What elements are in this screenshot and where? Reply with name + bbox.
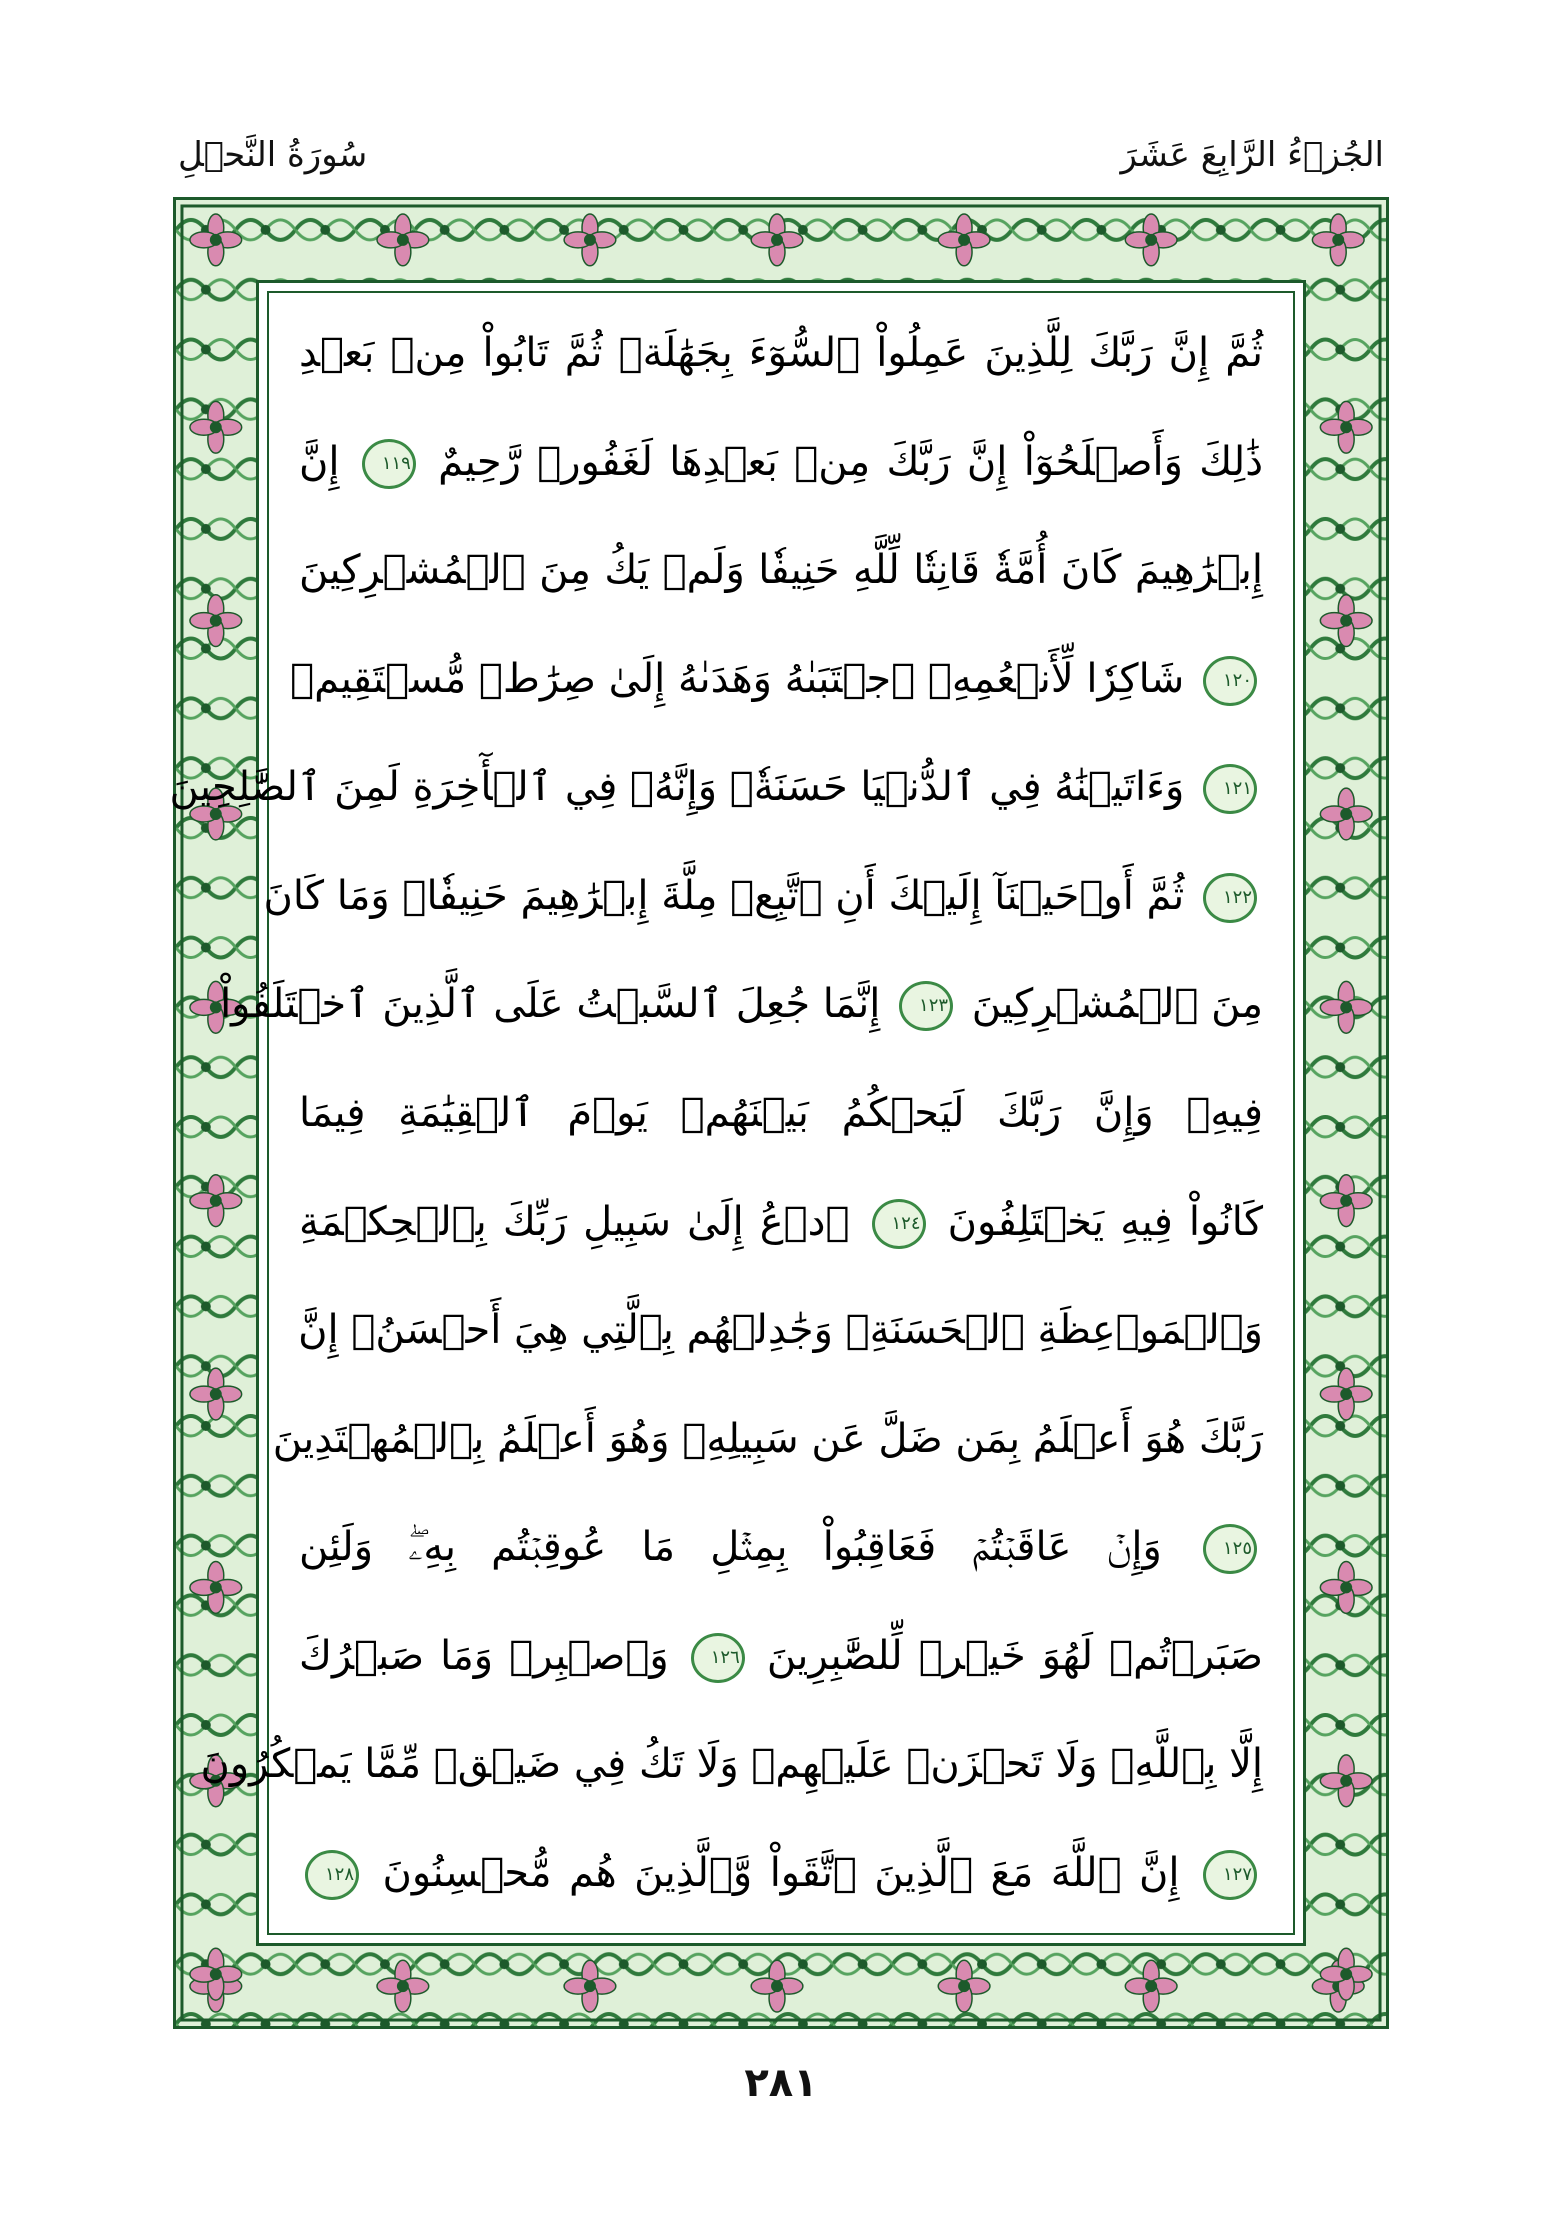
- verse-text: ثُمَّ إِنَّ رَبَّكَ لِلَّذِينَ عَمِلُواْ ٱلسُّوٓءَ بِجَهَٰلَةٖ ثُمَّ تَابُواْ مِنۢ بَعۡدِ: [299, 330, 1263, 376]
- verse-line: [299, 1182, 1263, 1262]
- ayah-number-marker: ١٢٣: [899, 981, 953, 1031]
- verse-text: ثُمَّ أَوۡحَيۡنَآ إِلَيۡكَ أَنِ ٱتَّبِعۡ مِلَّةَ إِبۡرَٰهِيمَ حَنِيفٗاۖ وَمَا كَانَ: [263, 872, 1185, 919]
- ayah-number-marker: ١٢٧: [1203, 1850, 1257, 1900]
- verse-text: شَاكِرٗا لِّأَنۡعُمِهِۚ ٱجۡتَبَىٰهُ وَهَدَىٰهُ إِلَىٰ صِرَٰطٖ مُّسۡتَقِيمٖ: [290, 655, 1185, 702]
- verse-text: ذَٰلِكَ وَأَصۡلَحُوٓاْ إِنَّ رَبَّكَ مِنۢ بَعۡدِهَا لَغَفُورٞ رَّحِيمٌ: [438, 438, 1264, 485]
- verse-line: [299, 530, 1263, 610]
- verse-line: [299, 1833, 1263, 1913]
- verse-text: إِبۡرَٰهِيمَ كَانَ أُمَّةٗ قَانِتٗا لِّلَّهِ حَنِيفٗا وَلَمۡ يَكُ مِنَ ٱلۡمُشۡرِكِينَ: [299, 547, 1263, 594]
- verse-text: إِنَّمَا جُعِلَ ٱلسَّبۡتُ عَلَى ٱلَّذِينَ ٱخۡتَلَفُواْ: [220, 981, 881, 1028]
- verse-text: كَانُواْ فِيهِ يَخۡتَلِفُونَ: [947, 1198, 1264, 1245]
- ayah-number-marker: ١٢٥: [1203, 1524, 1257, 1574]
- verse-text: إِنَّ ٱللَّهَ مَعَ ٱلَّذِينَ ٱتَّقَواْ وَّٱلَّذِينَ هُم مُّحۡسِنُونَ: [382, 1849, 1180, 1896]
- verse-line: [299, 1073, 1263, 1153]
- ayah-number-marker: ١٢٦: [691, 1633, 745, 1683]
- verse-line: [299, 422, 1263, 502]
- verse-line: [200, 1724, 1263, 1804]
- verse-text: إِنَّ: [299, 438, 340, 485]
- verse-text: وَءَاتَيۡنَٰهُ فِي ٱلدُّنۡيَا حَسَنَةٗۖ وَإِنَّهُۥ فِي ٱلۡأٓخِرَةِ لَمِنَ ٱلصَّٰلِحِينَ: [169, 764, 1185, 811]
- verse-text: إِلَّا بِٱللَّهِۚ وَلَا تَحۡزَنۡ عَلَيۡهِمۡ وَلَا تَكُ فِي ضَيۡقٖ مِّمَّا يَمۡكُرُونَ: [200, 1741, 1263, 1788]
- verse-text: وَٱلۡمَوۡعِظَةِ ٱلۡحَسَنَةِۖ وَجَٰدِلۡهُم بِٱلَّتِي هِيَ أَحۡسَنُۚ إِنَّ: [298, 1307, 1263, 1354]
- ayah-number-marker: ١٢١: [1203, 764, 1257, 814]
- verse-line: [263, 856, 1263, 936]
- ayah-number-marker: ١٢٢: [1203, 873, 1257, 923]
- quran-text: [169, 313, 1264, 1913]
- ayah-number-marker: ١٢٠: [1203, 656, 1257, 706]
- verse-line: [169, 747, 1263, 827]
- page-number: ٢٨١: [744, 2060, 818, 2106]
- verse-text: فِيهِۚ وَإِنَّ رَبَّكَ لَيَحۡكُمُ بَيۡنَهُمۡ يَوۡمَ ٱلۡقِيَٰمَةِ فِيمَا: [299, 1089, 1263, 1136]
- juz-title: الجُزۡءُ الرَّابِعَ عَشَرَ: [1120, 135, 1384, 175]
- decorative-frame: [169, 197, 1389, 2029]
- verse-text: رَبَّكَ هُوَ أَعۡلَمُ بِمَن ضَلَّ عَن سَبِيلِهِۦ وَهُوَ أَعۡلَمُ بِٱلۡمُهۡتَدِينَ: [272, 1415, 1263, 1462]
- verse-line: [290, 639, 1263, 719]
- verse-text: مِنَ ٱلۡمُشۡرِكِينَ: [971, 981, 1263, 1028]
- verse-line: [299, 313, 1263, 393]
- verse-text: صَبَرۡتُمۡ لَهُوَ خَيۡرٞ لِّلصَّٰبِرِينَ: [766, 1632, 1264, 1679]
- text-panel: [169, 280, 1306, 1946]
- verse-text: وَإِنۡ عَاقَبۡتُمۡ فَعَاقِبُواْ بِمِثۡلِ مَا عُوقِبۡتُم بِهِۦۖ وَلَئِن: [299, 1524, 1162, 1571]
- ayah-number-marker: ١١٩: [362, 439, 416, 489]
- ayah-number-marker: ١٢٨: [305, 1850, 359, 1900]
- verse-line: [299, 1507, 1263, 1587]
- verse-text: ٱدۡعُ إِلَىٰ سَبِيلِ رَبِّكَ بِٱلۡحِكۡمَةِ: [299, 1198, 850, 1245]
- verse-line: [299, 1616, 1263, 1696]
- verse-line: [272, 1399, 1263, 1479]
- surah-title: سُورَةُ النَّحۡلِ: [178, 135, 368, 175]
- ayah-number-marker: ١٢٤: [872, 1199, 926, 1249]
- verse-text: وَٱصۡبِرۡ وَمَا صَبۡرُكَ: [299, 1632, 669, 1679]
- verse-line: [299, 1290, 1263, 1370]
- page-header: [178, 120, 1384, 190]
- verse-line: [220, 964, 1263, 1044]
